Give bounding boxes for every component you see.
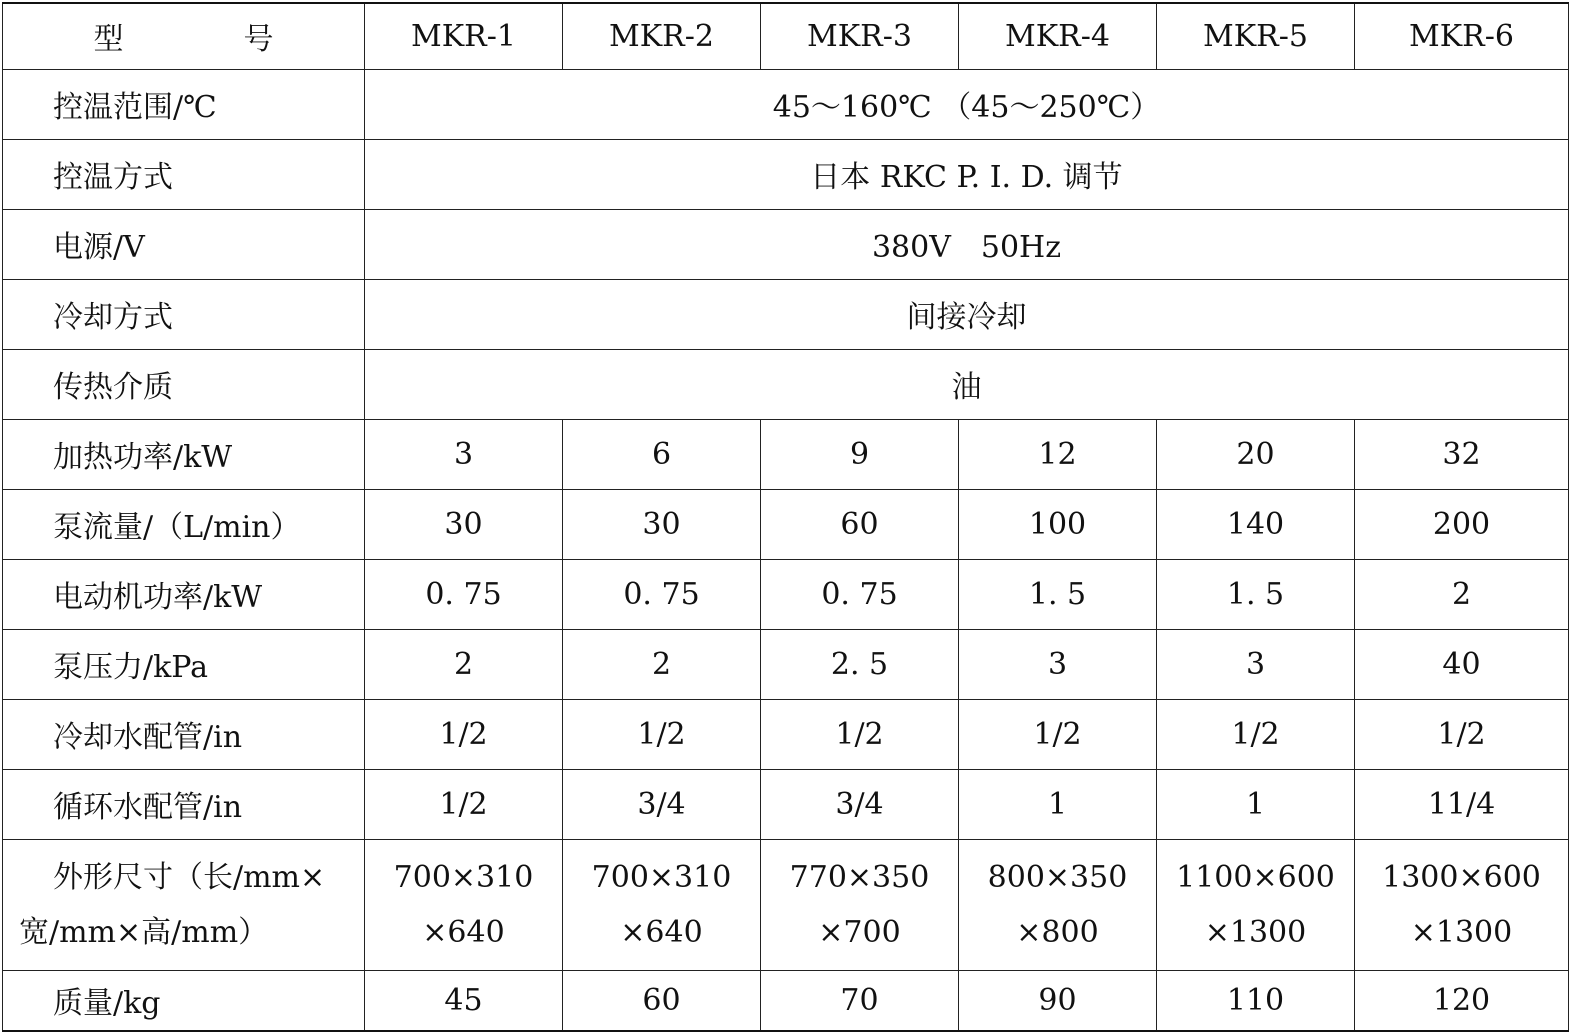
table-row (3, 629, 1569, 699)
row-label: 质量/kg (3, 970, 365, 1031)
row-label-line: 外形尺寸（长/mm× (53, 859, 326, 895)
header-model: MKR-1 (365, 3, 563, 69)
table-cell: 1/2 (761, 699, 959, 769)
table-cell: 800×350 ×800 (959, 839, 1157, 970)
table-cell: 770×350 ×700 (761, 839, 959, 970)
table-cell: 9 (761, 419, 959, 489)
row-label: 电动机功率/kW (3, 559, 365, 629)
table-cell: 200 (1355, 489, 1569, 559)
table-cell: 1 (1157, 769, 1355, 839)
table-cell: 1/2 (365, 699, 563, 769)
table-cell: 120 (1355, 970, 1569, 1031)
table-cell: 100 (959, 489, 1157, 559)
table-cell: 1 (959, 769, 1157, 839)
table-cell: 2 (1355, 559, 1569, 629)
table-cell: 45 (365, 970, 563, 1031)
table-row (3, 419, 1569, 489)
table-cell: 12 (959, 419, 1157, 489)
table-cell: 0. 75 (761, 559, 959, 629)
header-model: MKR-6 (1355, 3, 1569, 69)
table-cell: 3 (959, 629, 1157, 699)
table-cell: 1. 5 (959, 559, 1157, 629)
table-cell: 1/2 (1355, 699, 1569, 769)
header-model: MKR-4 (959, 3, 1157, 69)
table-cell: 1/2 (563, 699, 761, 769)
table-cell: 40 (1355, 629, 1569, 699)
table-cell: 20 (1157, 419, 1355, 489)
table-cell: 3/4 (563, 769, 761, 839)
table-cell: 60 (761, 489, 959, 559)
row-label: 冷却方式 (3, 279, 365, 349)
table-cell: 140 (1157, 489, 1355, 559)
merged-value: 380V 50Hz (365, 209, 1569, 279)
table-cell: 0. 75 (365, 559, 563, 629)
table-cell: 1100×600 ×1300 (1157, 839, 1355, 970)
header-model: MKR-2 (563, 3, 761, 69)
table-row (3, 209, 1569, 279)
table-row (3, 839, 1569, 970)
table-cell: 1/2 (365, 769, 563, 839)
table-cell: 90 (959, 970, 1157, 1031)
table-cell: 1300×600 ×1300 (1355, 839, 1569, 970)
table-cell: 6 (563, 419, 761, 489)
table-row (3, 559, 1569, 629)
table-cell: 30 (563, 489, 761, 559)
spec-table (2, 2, 1569, 1032)
table-row (3, 970, 1569, 1031)
table-cell: 2. 5 (761, 629, 959, 699)
row-label: 控温方式 (3, 139, 365, 209)
table-cell: 700×310 ×640 (563, 839, 761, 970)
table-cell: 60 (563, 970, 761, 1031)
table-cell: 32 (1355, 419, 1569, 489)
table-row (3, 349, 1569, 419)
row-label: 传热介质 (3, 349, 365, 419)
row-label: 循环水配管/in (3, 769, 365, 839)
table-cell: 3 (365, 419, 563, 489)
table-cell: 3/4 (761, 769, 959, 839)
table-row (3, 769, 1569, 839)
table-cell: 1/2 (959, 699, 1157, 769)
row-label: 泵流量/（L/min） (3, 489, 365, 559)
table-cell: 0. 75 (563, 559, 761, 629)
table-row (3, 279, 1569, 349)
header-model-label: 型 号 (3, 3, 365, 69)
table-row (3, 69, 1569, 139)
table-cell: 70 (761, 970, 959, 1031)
row-label: 泵压力/kPa (3, 629, 365, 699)
table-cell: 1/2 (1157, 699, 1355, 769)
row-label (3, 839, 365, 970)
merged-value: 间接冷却 (365, 279, 1569, 349)
table-cell: 1. 5 (1157, 559, 1355, 629)
row-label: 加热功率/kW (3, 419, 365, 489)
header-model: MKR-3 (761, 3, 959, 69)
table-cell: 30 (365, 489, 563, 559)
merged-value: 日本 RKC P. I. D. 调节 (365, 139, 1569, 209)
table-cell: 110 (1157, 970, 1355, 1031)
table-row (3, 489, 1569, 559)
table-cell: 2 (563, 629, 761, 699)
header-model: MKR-5 (1157, 3, 1355, 69)
table-cell: 2 (365, 629, 563, 699)
table-cell: 700×310 ×640 (365, 839, 563, 970)
table-row (3, 699, 1569, 769)
table-cell: 3 (1157, 629, 1355, 699)
table-cell: 11/4 (1355, 769, 1569, 839)
header-row (3, 3, 1569, 69)
row-label: 控温范围/℃ (3, 69, 365, 139)
merged-value: 油 (365, 349, 1569, 419)
merged-value: 45～160℃ （45～250℃） (365, 69, 1569, 139)
row-label: 冷却水配管/in (3, 699, 365, 769)
table-row (3, 139, 1569, 209)
row-label-line: 宽/mm×高/mm） (19, 914, 269, 950)
row-label: 电源/V (3, 209, 365, 279)
